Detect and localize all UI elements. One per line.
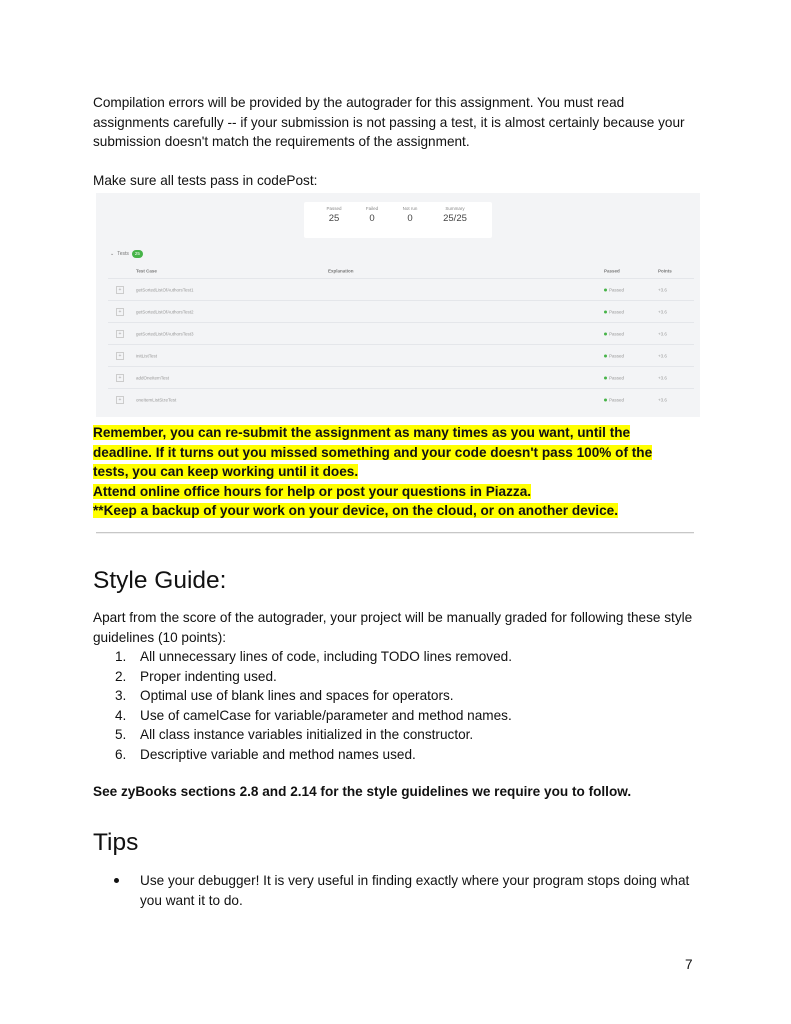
notice-line-text: tests, you can keep working until it does.	[93, 464, 359, 479]
test-status	[604, 331, 624, 336]
status-dot-icon	[604, 398, 607, 401]
chevron-down-icon: ⌄	[110, 251, 115, 257]
test-status	[604, 287, 624, 292]
column-header-passed: Passed	[604, 268, 620, 274]
stat-summary	[435, 205, 475, 225]
expand-plus-icon[interactable]: +	[116, 286, 124, 294]
list-item-text: Descriptive variable and method names used.	[140, 746, 416, 762]
stat-failed	[352, 205, 392, 225]
expand-plus-icon[interactable]: +	[116, 308, 124, 316]
notice-line	[93, 423, 713, 443]
list-item-text: Use of camelCase for variable/parameter and method names.	[140, 707, 512, 723]
summary-card	[304, 202, 492, 238]
stat-label: Failed	[365, 206, 379, 211]
notice-line-text: **Keep a backup of your work on your device, on the cloud, or on another device.	[93, 503, 618, 518]
status-text: Passed	[609, 353, 625, 358]
stat-value: 25/25	[443, 213, 467, 224]
list-item	[115, 725, 512, 745]
table-row	[108, 366, 694, 388]
table-row	[108, 278, 694, 300]
list-number: 1.	[115, 649, 127, 664]
status-text: Passed	[609, 375, 625, 380]
list-number: 6.	[115, 746, 127, 762]
notice-line-text: Remember, you can re-submit the assignment as many times as you want, until the	[93, 425, 631, 440]
test-points: +3.6	[658, 287, 667, 292]
stat-passed	[314, 205, 354, 225]
stat-value: 0	[369, 213, 375, 224]
status-dot-icon	[604, 354, 607, 357]
list-number: 2.	[115, 668, 127, 684]
test-name: oneItemListSizeTest	[136, 397, 177, 402]
style-guide-intro: Apart from the score of the autograder, your project will be manually graded for following these style guidelines (10 points):	[93, 610, 693, 645]
test-points: +3.6	[658, 375, 667, 380]
tests-count-badge: 25	[132, 250, 143, 258]
list-item	[115, 667, 512, 687]
test-status	[604, 353, 624, 358]
test-name: getSortedListOfAuthorsTest3	[136, 331, 194, 336]
test-status	[604, 375, 624, 380]
expand-plus-icon[interactable]: +	[116, 374, 124, 382]
status-text: Passed	[609, 331, 625, 336]
list-number: 3.	[115, 688, 127, 703]
codepost-instruction: Make sure all tests pass in codePost:	[93, 173, 318, 188]
test-name: getSortedListOfAuthorsTest1	[136, 287, 194, 292]
tips-heading: Tips	[93, 829, 139, 856]
intro-paragraph: Compilation errors will be provided by the autograder for this assignment. You must read assignments carefully -- if your submission is not passing a test, it is almost certainly because your submission doesn't match the requirements of the assignment.	[93, 95, 685, 149]
resubmit-notice	[93, 423, 713, 521]
test-status	[604, 397, 624, 402]
expand-plus-icon[interactable]: +	[116, 352, 124, 360]
tests-toggle[interactable]	[110, 250, 143, 258]
status-dot-icon	[604, 332, 607, 335]
test-name: getSortedListOfAuthorsTest2	[136, 309, 194, 314]
test-points: +3.6	[658, 331, 667, 336]
notice-line	[93, 443, 713, 463]
stat-value: 0	[407, 213, 413, 224]
list-number: 5.	[115, 727, 127, 742]
expand-plus-icon[interactable]: +	[116, 396, 124, 404]
stat-label: Summary	[445, 206, 465, 211]
table-row	[108, 344, 694, 366]
list-item	[112, 871, 702, 910]
codepost-screenshot	[96, 193, 700, 417]
test-points: +3.6	[658, 353, 667, 358]
tests-table	[108, 264, 694, 410]
expand-plus-icon[interactable]: +	[116, 330, 124, 338]
list-item	[115, 706, 512, 726]
status-dot-icon	[604, 310, 607, 313]
test-name: addOneItemTest	[136, 375, 170, 380]
bullet-icon	[114, 878, 119, 883]
list-item	[115, 686, 512, 706]
style-guide-heading: Style Guide:	[93, 567, 227, 594]
notice-line	[93, 462, 713, 482]
stat-label: Not run	[402, 206, 418, 211]
list-item-text: Use your debugger! It is very useful in finding exactly where your program stops doing what you want it to do.	[140, 873, 690, 908]
test-points: +3.6	[658, 309, 667, 314]
list-item-text: Optimal use of blank lines and spaces for operators.	[140, 688, 454, 703]
table-row	[108, 322, 694, 344]
list-item-text: All class instance variables initialized in the constructor.	[140, 727, 474, 742]
table-header-row	[108, 264, 694, 278]
table-row	[108, 388, 694, 410]
list-number: 4.	[115, 707, 127, 723]
status-dot-icon	[604, 288, 607, 291]
zybooks-note: See zyBooks sections 2.8 and 2.14 for the style guidelines we require you to follow.	[93, 784, 632, 799]
list-item-text: Proper indenting used.	[140, 668, 277, 684]
style-guidelines-list	[115, 647, 512, 764]
test-name: initListTest	[136, 353, 158, 358]
notice-line	[93, 501, 713, 521]
status-text: Passed	[609, 397, 625, 402]
test-status	[604, 309, 624, 314]
status-text: Passed	[609, 309, 625, 314]
horizontal-divider	[96, 532, 694, 534]
status-text: Passed	[609, 287, 625, 292]
column-header-points: Points	[658, 268, 672, 274]
test-points: +3.6	[658, 397, 667, 402]
tests-label: Tests	[117, 251, 129, 257]
stat-not-run	[390, 205, 430, 225]
notice-line	[93, 482, 713, 502]
table-row	[108, 300, 694, 322]
list-item	[115, 647, 512, 667]
column-header-test-case: Test Case	[136, 268, 157, 274]
stat-label: Passed	[326, 206, 342, 211]
tips-list	[112, 871, 702, 910]
page-number: 7	[685, 957, 693, 972]
status-dot-icon	[604, 376, 607, 379]
column-header-explanation: Explanation	[328, 268, 354, 274]
notice-line-text: deadline. If it turns out you missed something and your code doesn't pass 100% of the	[93, 444, 653, 460]
list-item	[115, 745, 512, 765]
notice-line-text: Attend online office hours for help or post your questions in Piazza.	[93, 483, 532, 499]
stat-value: 25	[328, 213, 340, 224]
list-item-text: All unnecessary lines of code, including TODO lines removed.	[140, 649, 513, 664]
